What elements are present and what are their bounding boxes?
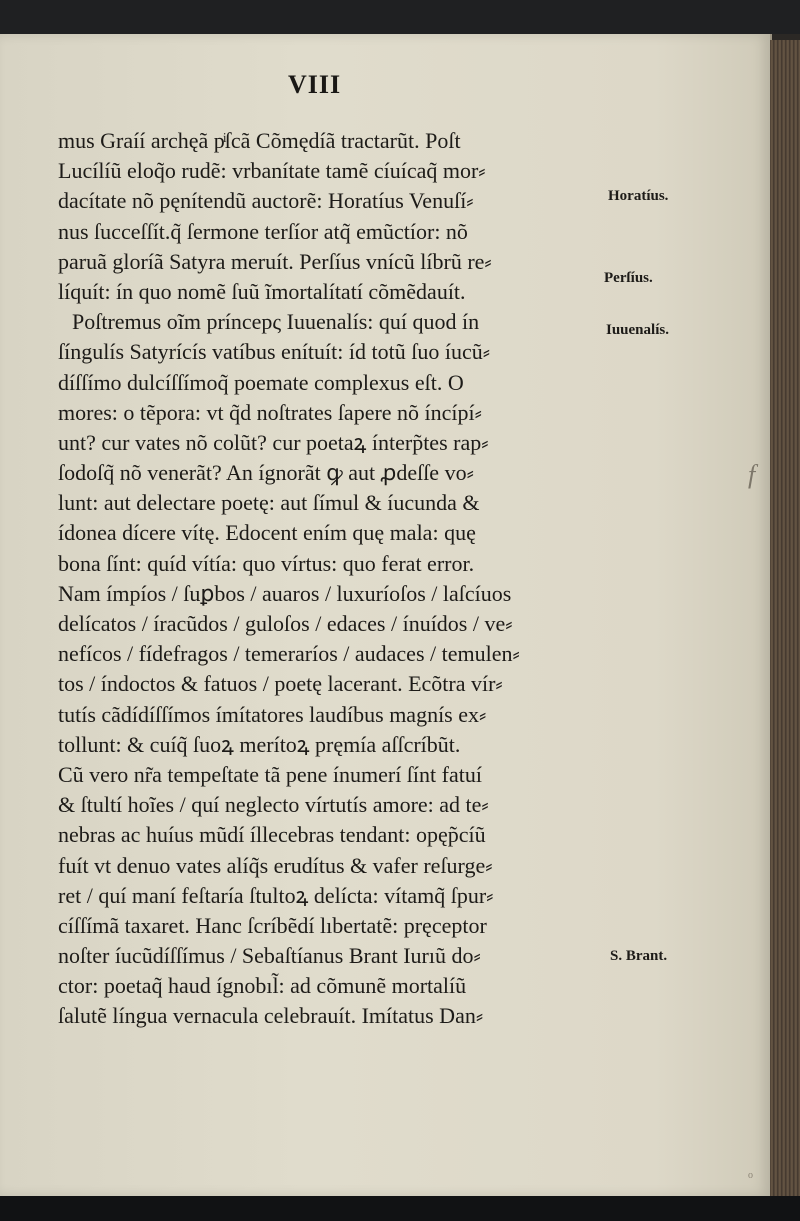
- text-line: nebras ac huíus mũdí íllecebras tendant: opęp̃cíũ: [58, 822, 486, 848]
- text-line: mus Graíí archęã pͥſcã Cõmędíã tractarũt. Poſt: [58, 128, 461, 153]
- text-line: ſodoſq̃ nõ venerãt? An ígnorãt ꝙ aut ꝓdeſſe vo⸗: [58, 460, 474, 486]
- text-line: delícatos / íracũdos / guloſos / edaces / ínuídos / ve⸗: [58, 611, 513, 636]
- text-line: Poſtremus oĩm príncepς Iuuenalís: quí quod ín: [72, 309, 480, 335]
- text-line: Nam ímpíos / ſuꝑbos / auaros / luxuríoſos / laſcíuos: [58, 580, 512, 606]
- marginal-note-iuuenalis: Iuuenalís.: [606, 322, 669, 338]
- text-line: Cũ vero nr̃a tempeſtate tã pene ínumerí ſínt fatuí: [58, 761, 482, 787]
- text-line: & ſtultí hoĩes / quí neglecto vírtutís amore: ad te⸗: [58, 792, 489, 818]
- text-line: lunt: aut delectare poetę: aut ſímul & íucunda &: [58, 490, 480, 516]
- text-line: dacítate nõ pęnítendũ auctorẽ: Horatíus Venuſí⸗: [58, 188, 474, 214]
- text-line: ret / quí maní feſtaría ſtultoꝝ delícta: vítamq̃ ſpur⸗: [58, 882, 494, 908]
- marginal-note-brant: S. Brant.: [610, 948, 668, 964]
- text-line: noſter íucũdíſſímus / Sebaſtíanus Brant Iurıũ do⸗: [58, 943, 481, 969]
- text-line: díſſímo dulcíſſímoq̃ poemate complexus eſt. O: [58, 369, 464, 395]
- text-line: paruã gloríã Satyra meruít. Perſíus vnícũ líbrũ re⸗: [58, 248, 492, 274]
- page-corner-mark: o: [748, 1170, 753, 1181]
- text-line: Lucílíũ eloq̃o rudẽ: vrbanítate tamẽ cíuícaq̃ mor⸗: [58, 158, 486, 184]
- scanner-bottom-edge: [0, 1196, 800, 1221]
- text-line: ctor: poetaq̃ haud ígnobıl̃: ad cõmunẽ mortalíũ: [58, 973, 467, 999]
- body-text: [58, 126, 618, 1032]
- scanner-top-edge: [0, 0, 800, 34]
- book-fore-edge: [770, 40, 800, 1196]
- text-line: bona ſínt: quíd vítía: quo vírtus: quo ferat error.: [58, 550, 475, 576]
- marginal-note-horatius: Horatíus.: [608, 188, 669, 204]
- text-line: nus ſucceſſít.q̃ ſermone terſíor atq̃ emũctíor: nõ: [58, 218, 468, 244]
- marginal-note-persius: Perſíus.: [604, 270, 653, 286]
- text-line: ſíngulís Satyrícís vatíbus enítuít: íd totũ ſuo íucũ⸗: [58, 339, 491, 365]
- text-line: tos / índoctos & fatuos / poetę lacerant. Ecõtra vír⸗: [58, 671, 503, 697]
- text-line: fuít vt denuo vates alíq̃s erudítus & vafer reſurge⸗: [58, 852, 493, 878]
- text-line: líquít: ín quo nomẽ ſuũ ĩmortalítatí cõmẽdauít.: [58, 278, 466, 304]
- text-line: mores: o tẽpora: vt q̃d noſtrates ſapere nõ íncípí⸗: [58, 399, 482, 425]
- text-line: nefícos / fídefragos / temeraríos / audaces / temulen⸗: [58, 641, 520, 667]
- folio-number: VIII: [288, 70, 342, 99]
- text-line: ídonea dícere vítę. Edocent ením quę mala: quę: [58, 520, 476, 546]
- pencil-annotation: f: [748, 460, 756, 489]
- text-line: tutís cãdídíſſímos ímítatores laudíbus magnís ex⸗: [58, 701, 487, 727]
- text-line: tollunt: & cuíq̃ ſuoꝝ merítoꝝ pręmía aſſcríbũt.: [58, 731, 461, 757]
- text-line: unt? cur vates nõ colũt? cur poetaꝝ ínterp̃tes rap⸗: [58, 429, 489, 455]
- text-line: ſalutẽ língua vernacula celebrauít. Imítatus Dan⸗: [58, 1003, 484, 1029]
- text-line: cíſſímã taxaret. Hanc ſcríbẽdí lıbertatẽ: pręceptor: [58, 912, 487, 938]
